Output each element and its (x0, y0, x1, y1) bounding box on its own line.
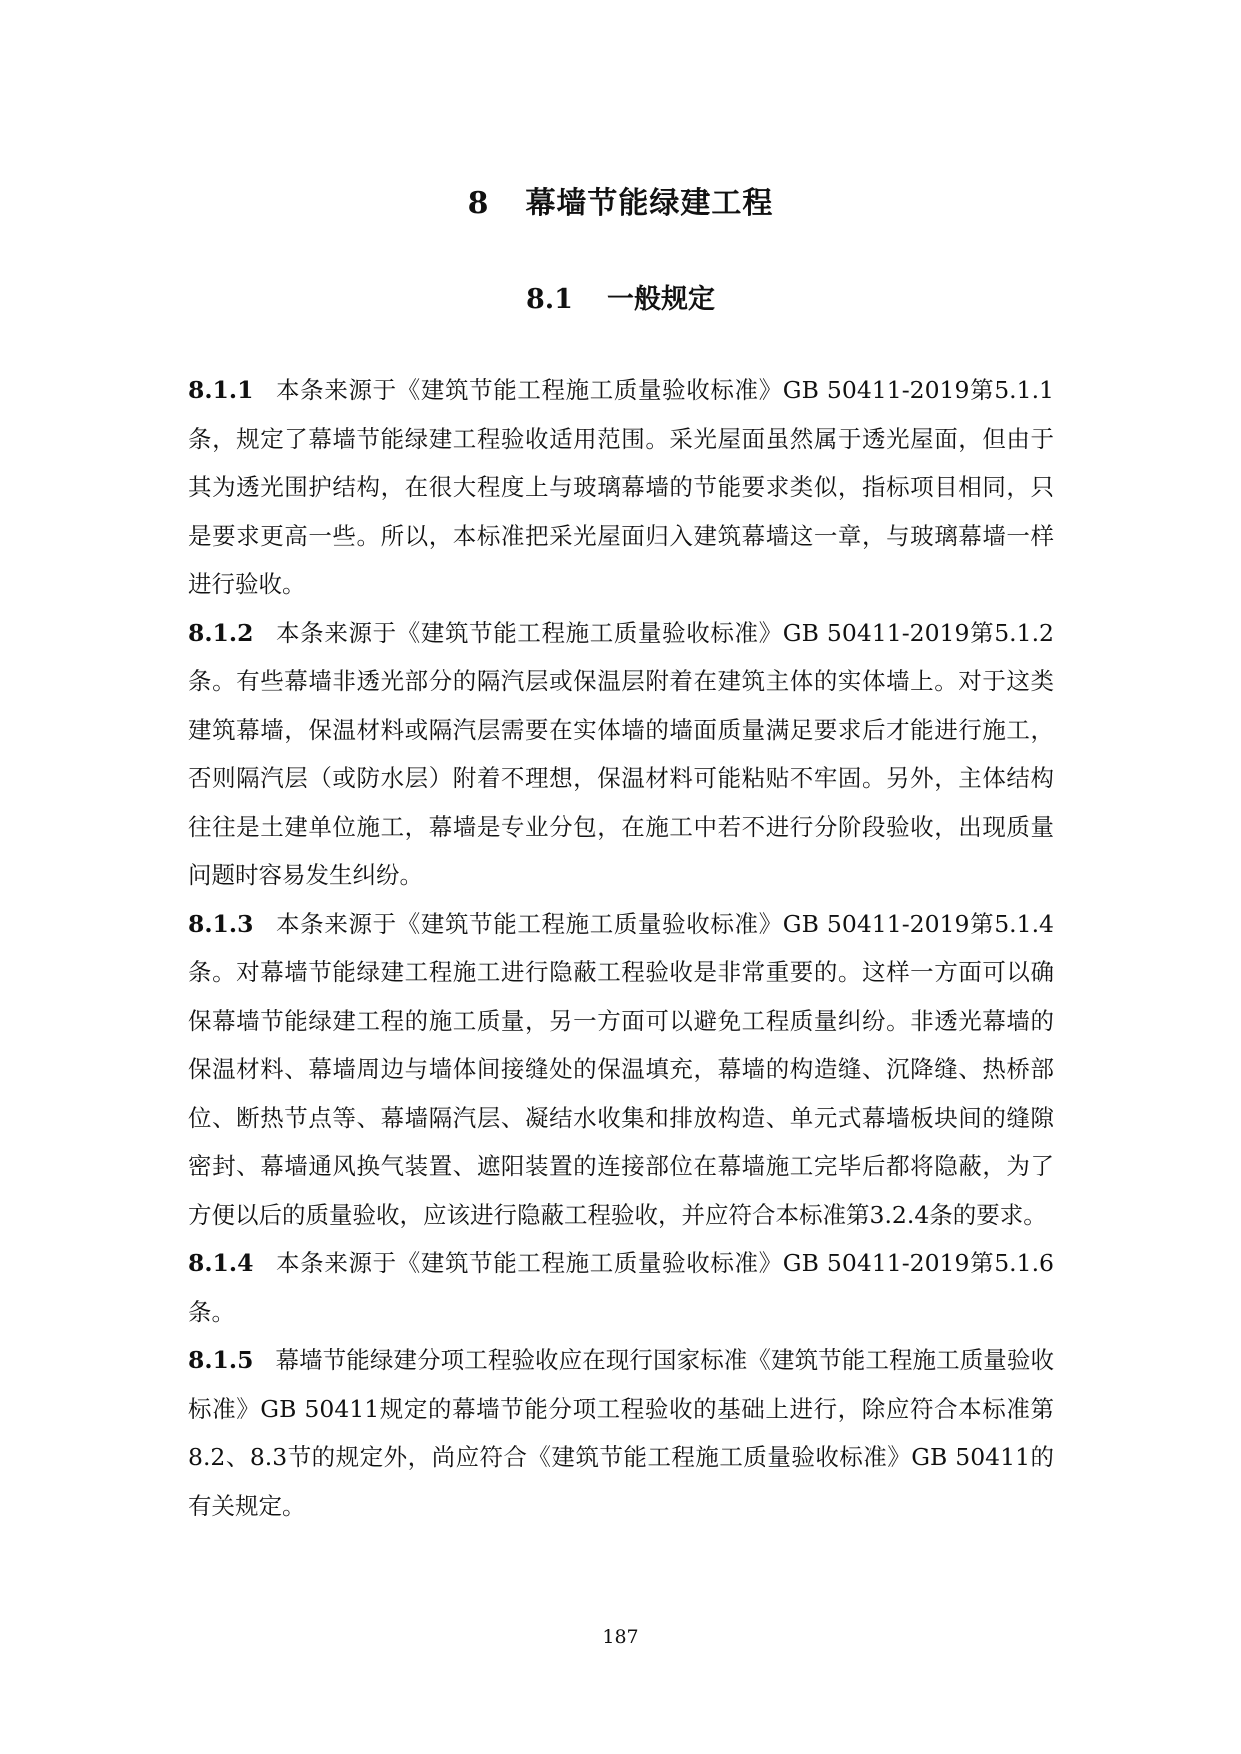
clause-text: 本条来源于《建筑节能工程施工质量验收标准》GB 50411-2019第5.1.4条。对幕墙节能绿建工程施工进行隐蔽工程验收是非常重要的。这样一方面可以确保幕墙节能绿建工程的施工质量，另一方面可以避免工程质量纠纷。非透光幕墙的保温材料、幕墙周边与墙体间接缝处的保温填充，幕墙的构造缝、沉降缝、热桥部位、断热节点等、幕墙隔汽层、凝结水收集和排放构造、单元式幕墙板块间的缝隙密封、幕墙通风换气装置、遮阳装置的连接部位在幕墙施工完毕后都将隐蔽，为了方便以后的质量验收，应该进行隐蔽工程验收，并应符合本标准第3.2.4条的要求。 (188, 909, 1054, 1229)
clause-number: 8.1.2 (188, 618, 254, 647)
chapter-heading (0, 184, 1241, 224)
page-number: 187 (602, 1626, 639, 1648)
clause-number: 8.1.5 (188, 1346, 254, 1374)
clause-8-1-2 (188, 609, 1054, 900)
clause-text: 本条来源于《建筑节能工程施工质量验收标准》GB 50411-2019第5.1.1条，规定了幕墙节能绿建工程验收适用范围。采光屋面虽然属于透光屋面，但由于其为透光围护结构，在很大程度上与玻璃幕墙的节能要求类似，指标项目相同，只是要求更高一些。所以，本标准把采光屋面归入建筑幕墙这一章，与玻璃幕墙一样进行验收。 (188, 376, 1054, 598)
clause-8-1-1 (188, 366, 1054, 609)
section-number: 8.1 (526, 284, 573, 315)
chapter-title: 幕墙节能绿建工程 (525, 186, 774, 221)
clause-number: 8.1.4 (188, 1249, 254, 1277)
clause-text: 本条来源于《建筑节能工程施工质量验收标准》GB 50411-2019第5.1.2条。有些幕墙非透光部分的隔汽层或保温层附着在建筑主体的实体墙上。对于这类建筑幕墙，保温材料或隔汽层需要在实体墙的墙面质量满足要求后才能进行施工，否则隔汽层（或防水层）附着不理想，保温材料可能粘贴不牢固。另外，主体结构往往是土建单位施工，幕墙是专业分包，在施工中若不进行分阶段验收，出现质量问题时容易发生纠纷。 (188, 618, 1054, 889)
section-heading (0, 282, 1241, 318)
clause-number: 8.1.1 (188, 376, 254, 404)
chapter-number: 8 (467, 186, 490, 221)
clause-8-1-3 (188, 900, 1054, 1240)
clause-text: 本条来源于《建筑节能工程施工质量验收标准》GB 50411-2019第5.1.6条。 (188, 1249, 1054, 1326)
clause-8-1-5 (188, 1336, 1054, 1530)
clause-number: 8.1.3 (188, 909, 254, 938)
clause-8-1-4 (188, 1239, 1054, 1336)
section-title: 一般规定 (606, 284, 715, 315)
clause-text: 幕墙节能绿建分项工程验收应在现行国家标准《建筑节能工程施工质量验收标准》GB 50411规定的幕墙节能分项工程验收的基础上进行，除应符合本标准第8.2、8.3节的规定外，尚应符合《建筑节能工程施工质量验收标准》GB 50411的有关规定。 (188, 1346, 1054, 1520)
clause-list (188, 366, 1054, 1530)
